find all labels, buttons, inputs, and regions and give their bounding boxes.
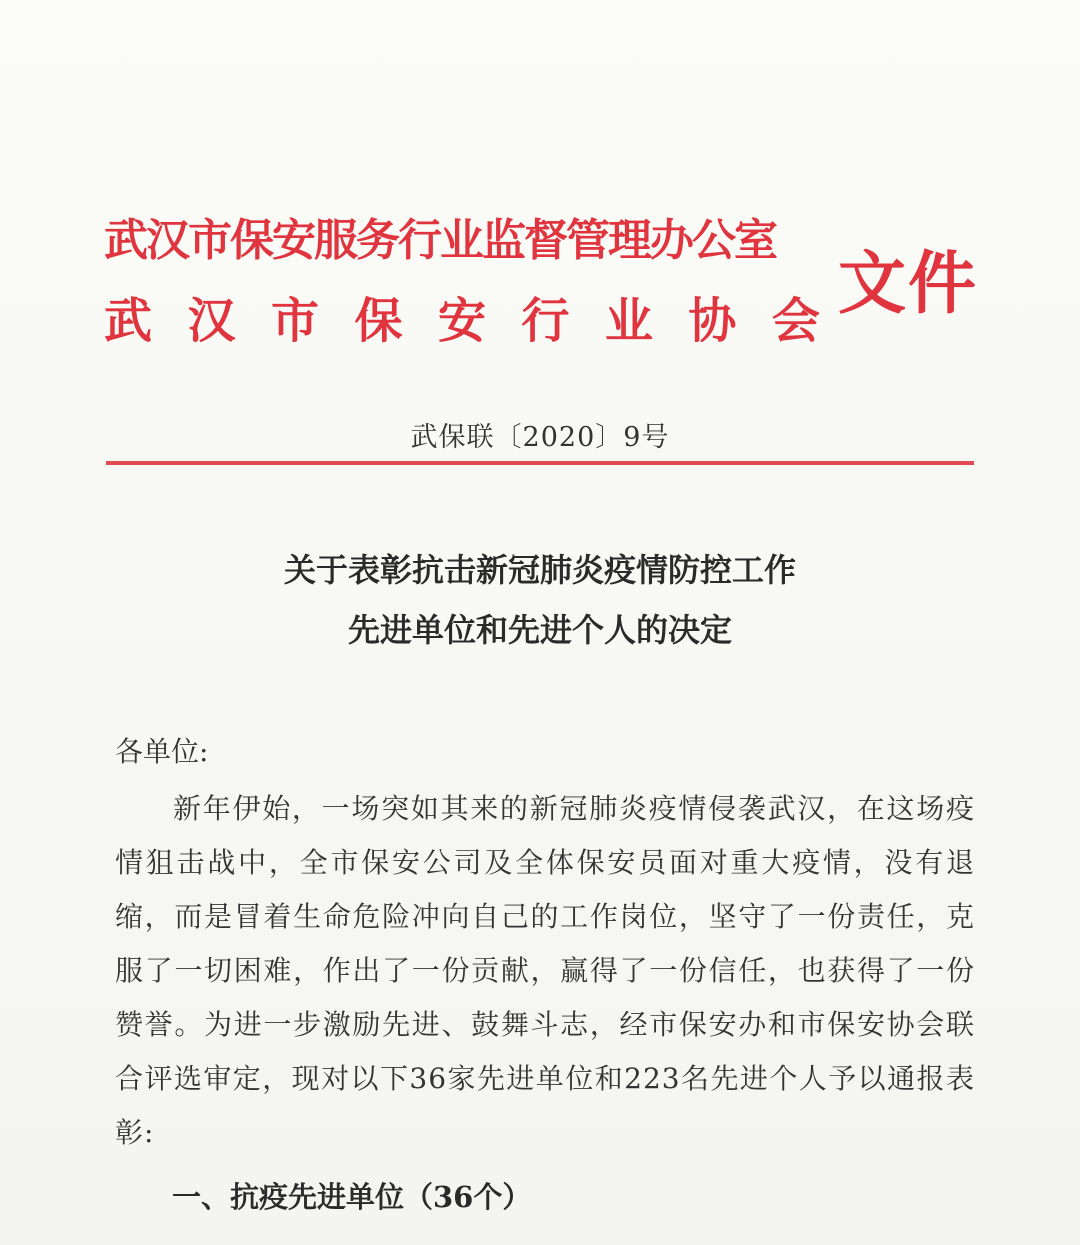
association-name-char: 市 <box>270 293 319 349</box>
document-title-line-2: 先进单位和先进个人的决定 <box>347 611 732 649</box>
document-number: 武保联〔2020〕9号 <box>410 422 670 453</box>
issuing-office-name: 武汉市保安服务行业监督管理办公室 <box>104 215 776 266</box>
association-name-char: 业 <box>604 293 653 349</box>
association-name-char: 安 <box>437 293 486 349</box>
document-type-label: 文件 <box>838 245 979 324</box>
document-title-line-1: 关于表彰抗击新冠肺炎疫情防控工作 <box>283 551 796 589</box>
header-divider <box>106 461 974 465</box>
salutation: 各单位: <box>115 735 209 768</box>
issuing-association-name <box>104 282 820 351</box>
body-paragraph: 新年伊始，一场突如其来的新冠肺炎疫情侵袭武汉，在这场疫情狙击战中，全市保安公司及全体保安员面对重大疫情，没有退缩，而是冒着生命危险冲向自己的工作岗位，坚守了一份责任，克服了一切困难，作出了一份贡献，赢得了一份信任，也获得了一份赞誉。为进一步激励先进、鼓舞斗志，经市保安办和市保安协会联合评选审定，现对以下36家先进单位和223名先进个人予以通报表彰: <box>115 792 975 1149</box>
association-name-char: 会 <box>771 293 820 349</box>
association-name-char: 武 <box>104 293 153 349</box>
association-name-char: 协 <box>688 293 737 349</box>
document-header <box>100 190 980 350</box>
section-heading: 一、抗疫先进单位（36个） <box>172 1180 532 1214</box>
association-name-char: 行 <box>521 293 570 349</box>
association-name-char: 保 <box>354 293 403 349</box>
association-name-char: 汉 <box>187 293 236 349</box>
